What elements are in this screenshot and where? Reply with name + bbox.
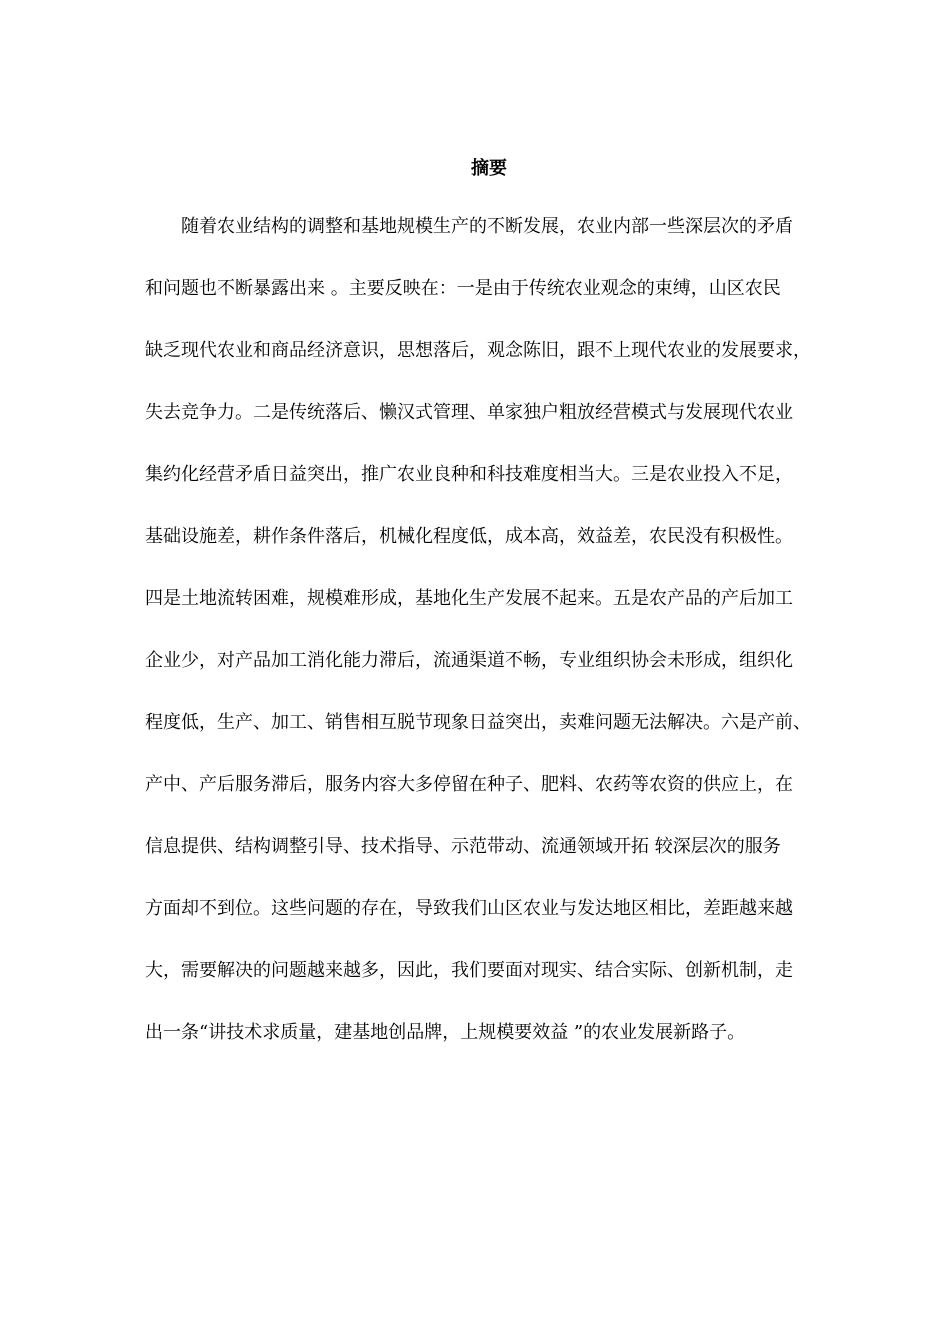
document-title: 摘要 <box>471 158 507 179</box>
text-line: 基础设施差，耕作条件落后，机械化程度低，成本高，效益差，农民没有积极性。 <box>145 526 793 547</box>
text-line: 程度低，生产、加工、销售相互脱节现象日益突出，卖难问题无法解决。六是产前、 <box>145 712 811 733</box>
text-line: 随着农业结构的调整和基地规模生产的不断发展，农业内部一些深层次的矛盾 <box>181 216 793 237</box>
abstract-paragraph <box>145 214 845 1082</box>
text-line: 和问题也不断暴露出来 。主要反映在：一是由于传统农业观念的束缚，山区农民 <box>145 278 781 299</box>
text-line: 出一条“讲技术求质量，建基地创品牌，上规模要效益 ”的农业发展新路子。 <box>145 1022 746 1043</box>
text-line: 产中、产后服务滞后，服务内容大多停留在种子、肥料、农药等农资的供应上，在 <box>145 774 793 795</box>
text-line: 集约化经营矛盾日益突出，推广农业良种和科技难度相当大。三是农业投入不足， <box>145 464 793 485</box>
text-line: 大，需要解决的问题越来越多，因此，我们要面对现实、结合实际、创新机制，走 <box>145 960 793 981</box>
text-line: 失去竞争力。二是传统落后、懒汉式管理、单家独户粗放经营模式与发展现代农业 <box>145 402 793 423</box>
text-line: 缺乏现代农业和商品经济意识，思想落后，观念陈旧，跟不上现代农业的发展要求， <box>145 340 811 361</box>
text-line: 方面却不到位。这些问题的存在，导致我们山区农业与发达地区相比，差距越来越 <box>145 898 793 919</box>
text-line: 信息提供、结构调整引导、技术指导、示范带动、流通领域开拓 较深层次的服务 <box>145 836 781 857</box>
text-line: 四是土地流转困难，规模难形成，基地化生产发展不起来。五是农产品的产后加工 <box>145 588 793 609</box>
text-line: 企业少，对产品加工消化能力滞后，流通渠道不畅，专业组织协会未形成，组织化 <box>145 650 793 671</box>
